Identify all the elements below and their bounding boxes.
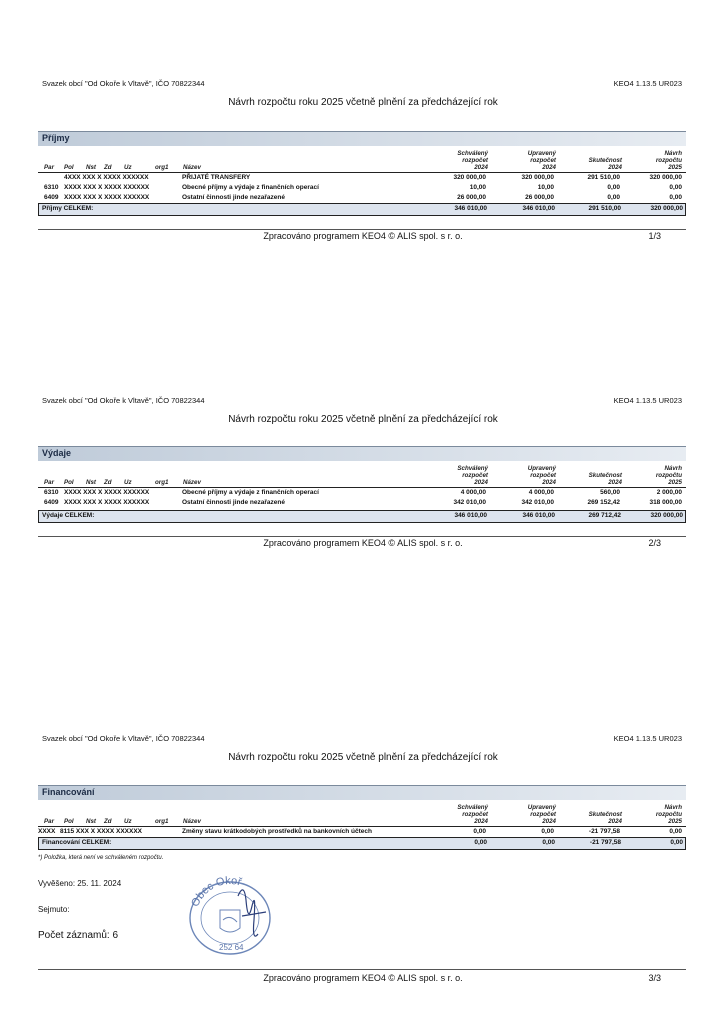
col-zd: Zd [104, 479, 112, 486]
stamp-text: Obec Okoř [189, 876, 243, 909]
table-row: 6409 XXXX XXX X XXXX XXXXXX Ostatní činnosti jinde nezařazené 342 010,00 342 010,00 269 152,42 318 000,00 [44, 499, 682, 506]
total-row: Příjmy CELKEM: 346 010,00 346 010,00 291 510,00 320 000,00 [38, 203, 686, 216]
document-title: Návrh rozpočtu roku 2025 včetně plnění za předcházející rok [228, 97, 498, 108]
col-par: Par [44, 164, 54, 171]
organization-name: Svazek obcí "Od Okoře k Vltavě", IČO 70822344 [42, 396, 205, 405]
removed-date: Sejmuto: [38, 905, 70, 914]
section-title: Financování [42, 787, 95, 797]
coat-of-arms-icon [220, 910, 240, 932]
record-count: Počet záznamů: 6 [38, 930, 119, 941]
col-schvaleny: Schválený rozpočet 2024 [457, 465, 488, 486]
col-nst: Nst [86, 818, 96, 825]
footer-text: Zpracováno programem KEO4 © ALIS spol. s r. o. [263, 231, 463, 241]
col-navrh: Návrh rozpočtu 2025 [655, 465, 682, 486]
section-title: Výdaje [42, 448, 72, 458]
page-number: 1/3 [648, 231, 661, 241]
col-zd: Zd [104, 164, 112, 171]
col-upraveny: Upravený rozpočet 2024 [527, 804, 556, 825]
page-number: 3/3 [648, 973, 661, 983]
posted-date: Vyvěšeno: 25. 11. 2024 [38, 879, 122, 888]
col-nazev: Název [183, 479, 201, 486]
section-title: Příjmy [42, 133, 70, 143]
col-schvaleny: Schválený rozpočet 2024 [457, 150, 488, 171]
table-row: 6409 XXXX XXX X XXXX XXXXXX Ostatní činnosti jinde nezařazené 26 000,00 26 000,00 0,00 0,00 [44, 194, 682, 201]
col-nst: Nst [86, 164, 96, 171]
section-band [38, 785, 686, 800]
footer-rule [38, 969, 686, 970]
col-schvaleny: Schválený rozpočet 2024 [457, 804, 488, 825]
col-zd: Zd [104, 818, 112, 825]
official-stamp [186, 876, 276, 961]
table-row: 6310 XXXX XXX X XXXX XXXXXX Obecné příjmy a výdaje z finančních operací 4 000,00 4 000,00 560,00 2 000,00 [44, 489, 682, 496]
col-pol: Pol [64, 164, 74, 171]
col-pol: Pol [64, 818, 74, 825]
col-org1: org1 [155, 164, 169, 171]
col-navrh: Návrh rozpočtu 2025 [655, 804, 682, 825]
col-upraveny: Upravený rozpočet 2024 [527, 150, 556, 171]
col-org1: org1 [155, 818, 169, 825]
col-par: Par [44, 818, 54, 825]
col-skutecnost: Skutečnost 2024 [588, 811, 622, 825]
col-uz: Uz [124, 164, 132, 171]
program-version: KEO4 1.13.5 UR023 [613, 396, 682, 405]
document-title: Návrh rozpočtu roku 2025 včetně plnění za předcházející rok [228, 752, 498, 763]
section-band [38, 131, 686, 146]
section-band [38, 446, 686, 461]
col-nst: Nst [86, 479, 96, 486]
table-row: XXXX 8115 XXX X XXXX XXXXXX Změny stavu krátkodobých prostředků na bankovních účtech 0,00 0,00 -21 797,58 0,00 [38, 828, 682, 835]
table-row: 4XXX XXX X XXXX XXXXXX PŘIJATÉ TRANSFERY 320 000,00 320 000,00 291 510,00 320 000,00 [64, 174, 682, 181]
footer-rule [38, 536, 686, 537]
page-number: 2/3 [648, 538, 661, 548]
col-par: Par [44, 479, 54, 486]
footer-text: Zpracováno programem KEO4 © ALIS spol. s r. o. [263, 538, 463, 548]
program-version: KEO4 1.13.5 UR023 [613, 79, 682, 88]
program-version: KEO4 1.13.5 UR023 [613, 734, 682, 743]
stamp-number: 252 64 [219, 943, 244, 952]
col-upraveny: Upravený rozpočet 2024 [527, 465, 556, 486]
organization-name: Svazek obcí "Od Okoře k Vltavě", IČO 70822344 [42, 734, 205, 743]
organization-name: Svazek obcí "Od Okoře k Vltavě", IČO 70822344 [42, 79, 205, 88]
col-pol: Pol [64, 479, 74, 486]
col-nazev: Název [183, 818, 201, 825]
col-uz: Uz [124, 479, 132, 486]
col-nazev: Název [183, 164, 201, 171]
col-skutecnost: Skutečnost 2024 [588, 157, 622, 171]
footer-text: Zpracováno programem KEO4 © ALIS spol. s r. o. [263, 973, 463, 983]
total-row: Financování CELKEM: 0,00 0,00 -21 797,58 0,00 [38, 837, 686, 850]
table-row: 6310 XXXX XXX X XXXX XXXXXX Obecné příjmy a výdaje z finančních operací 10,00 10,00 0,00 0,00 [44, 184, 682, 191]
col-uz: Uz [124, 818, 132, 825]
col-org1: org1 [155, 479, 169, 486]
footer-rule [38, 229, 686, 230]
col-skutecnost: Skutečnost 2024 [588, 472, 622, 486]
footnote: *) Položka, která není ve schváleném rozpočtu. [38, 855, 164, 861]
total-row: Výdaje CELKEM: 346 010,00 346 010,00 269 712,42 320 000,00 [38, 510, 686, 523]
document-title: Návrh rozpočtu roku 2025 včetně plnění za předcházející rok [228, 414, 498, 425]
col-navrh: Návrh rozpočtu 2025 [655, 150, 682, 171]
